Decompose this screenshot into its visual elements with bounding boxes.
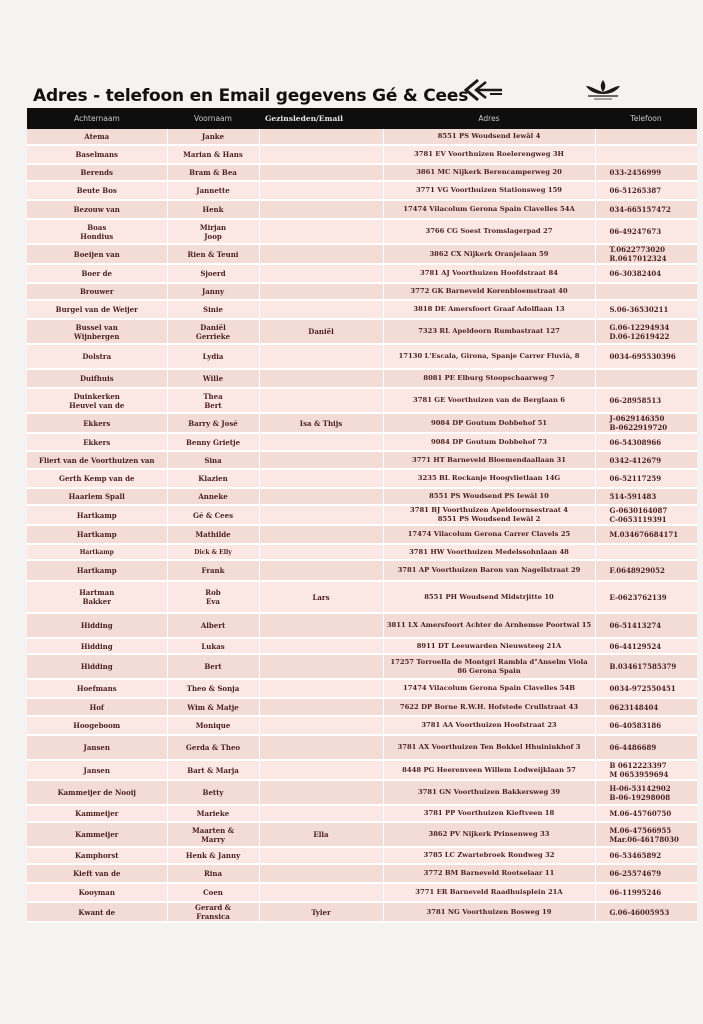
cell-adres: 3771 ER Barneveld Raadhuisplein 21A	[383, 883, 595, 902]
column-header-voornaam[interactable]: Voornaam	[167, 108, 259, 129]
cell-adres: 3781 EV Voorthuizen Roelerengweg 3H	[383, 145, 595, 164]
column-header-adres[interactable]: Adres	[383, 108, 595, 129]
cell-gezin	[259, 219, 383, 244]
table-row	[27, 638, 697, 654]
cell-voornaam: Wim & Matje	[167, 698, 259, 716]
cell-adres: 9084 DP Goutum Dobbehof 73	[383, 433, 595, 451]
cell-voornaam: Marian & Hans	[167, 145, 259, 164]
cell-achternaam: Hidding	[27, 638, 167, 654]
cell-gezin	[259, 716, 383, 735]
cell-achternaam: Brouwer	[27, 283, 167, 300]
cell-achternaam: Ekkers	[27, 413, 167, 433]
cell-voornaam: Mirjan Joop	[167, 219, 259, 244]
cell-telefoon: 0034-972550451	[595, 679, 697, 698]
cell-gezin	[259, 283, 383, 300]
cell-gezin: Tyler	[259, 902, 383, 922]
cell-telefoon: 06-11995246	[595, 883, 697, 902]
cell-voornaam: Bert	[167, 654, 259, 679]
cell-adres: 3818 DE Amersfoort Graaf Adolflaan 13	[383, 300, 595, 319]
cell-voornaam: Daniël Gerrieke	[167, 319, 259, 344]
cell-gezin	[259, 883, 383, 902]
cell-telefoon: M.06-45760750	[595, 805, 697, 822]
cell-telefoon	[595, 129, 697, 145]
table-row	[27, 300, 697, 319]
table-row	[27, 735, 697, 760]
cell-voornaam: Janke	[167, 129, 259, 145]
cell-gezin: Ella	[259, 822, 383, 847]
table-body	[27, 129, 697, 922]
cell-adres: 3781 BJ Voorthuizen Apeldoornsestraat 4 8551 PS Woudsend Iewâl 2	[383, 505, 595, 525]
table-row	[27, 780, 697, 805]
table-row	[27, 883, 697, 902]
cell-voornaam: Gerda & Theo	[167, 735, 259, 760]
cell-voornaam: Coen	[167, 883, 259, 902]
cell-telefoon: M.034676684171	[595, 525, 697, 544]
table-row	[27, 413, 697, 433]
cell-telefoon: 06-28958513	[595, 388, 697, 413]
table-row	[27, 244, 697, 264]
cell-voornaam: Marieke	[167, 805, 259, 822]
cell-achternaam: Hartkamp	[27, 505, 167, 525]
cell-achternaam: Kammeijer de Nooij	[27, 780, 167, 805]
table-row	[27, 505, 697, 525]
cell-adres: 17130 L'Escala, Girona, Spanje Carrer Fluvià, 8	[383, 344, 595, 369]
cell-gezin: Lars	[259, 581, 383, 613]
cell-adres: 3862 PV Nijkerk Prinsenweg 33	[383, 822, 595, 847]
cell-telefoon	[595, 369, 697, 388]
cell-achternaam: Jansen	[27, 735, 167, 760]
cell-voornaam: Mathilde	[167, 525, 259, 544]
cell-achternaam: Burgel van de Weijer	[27, 300, 167, 319]
cell-gezin	[259, 780, 383, 805]
cell-telefoon: 06-54308966	[595, 433, 697, 451]
cell-achternaam: Kamphorst	[27, 847, 167, 864]
cell-gezin	[259, 145, 383, 164]
table-row	[27, 469, 697, 488]
cell-achternaam: Boer de	[27, 264, 167, 283]
cell-voornaam: Bram & Bea	[167, 164, 259, 181]
table-row	[27, 679, 697, 698]
cell-gezin	[259, 244, 383, 264]
cell-voornaam: Wille	[167, 369, 259, 388]
flower-logo-icon	[580, 78, 626, 104]
cell-adres: 7323 RL Apeldoorn Rumbastraat 127	[383, 319, 595, 344]
table-row	[27, 760, 697, 780]
cell-telefoon: 514-591483	[595, 488, 697, 505]
cell-voornaam: Theo & Sonja	[167, 679, 259, 698]
cell-adres: 3772 BM Barneveld Rootselaar 11	[383, 864, 595, 883]
cell-achternaam: Baselmans	[27, 145, 167, 164]
cell-voornaam: Thea Bert	[167, 388, 259, 413]
cell-telefoon: 06-53465892	[595, 847, 697, 864]
cell-voornaam: Rob Eva	[167, 581, 259, 613]
cell-adres: 3785 LC Zwartebroek Rondweg 32	[383, 847, 595, 864]
cell-telefoon: 06-51413274	[595, 613, 697, 638]
cell-telefoon: B 0612223397 M 0653959694	[595, 760, 697, 780]
cell-voornaam: Benny Grietje	[167, 433, 259, 451]
cell-adres: 17257 Torroella de Montgri Rambla d"Anselm Viola 86 Gerona Spain	[383, 654, 595, 679]
column-header-telefoon[interactable]: Telefoon	[595, 108, 697, 129]
table-row	[27, 319, 697, 344]
cell-adres: 3781 AP Voorthuizen Baron van Nagellstraat 29	[383, 560, 595, 581]
arrow-logo-icon	[464, 78, 504, 102]
cell-telefoon: F.0648929052	[595, 560, 697, 581]
cell-voornaam: Barry & José	[167, 413, 259, 433]
cell-gezin	[259, 469, 383, 488]
cell-gezin	[259, 735, 383, 760]
cell-gezin	[259, 488, 383, 505]
cell-adres: 8551 PH Woudsend Midstrjitte 10	[383, 581, 595, 613]
table-row	[27, 581, 697, 613]
cell-telefoon: B.034617585379	[595, 654, 697, 679]
cell-gezin	[259, 525, 383, 544]
cell-gezin	[259, 433, 383, 451]
cell-telefoon: 06-40583186	[595, 716, 697, 735]
cell-telefoon: H-06-53142902 B-06-19298008	[595, 780, 697, 805]
cell-voornaam: Sjoerd	[167, 264, 259, 283]
table-row	[27, 344, 697, 369]
cell-achternaam: Boas Hondius	[27, 219, 167, 244]
cell-adres: 3766 CG Soest Tromslagerpad 27	[383, 219, 595, 244]
cell-voornaam: Lydia	[167, 344, 259, 369]
cell-achternaam: Kammeijer	[27, 822, 167, 847]
cell-adres: 3781 NG Voorthuizen Bosweg 19	[383, 902, 595, 922]
cell-voornaam: Rina	[167, 864, 259, 883]
table-row	[27, 654, 697, 679]
cell-achternaam: Kammeijer	[27, 805, 167, 822]
cell-telefoon: 06-4486689	[595, 735, 697, 760]
cell-adres: 3772 GK Barneveld Korenbloemstraat 40	[383, 283, 595, 300]
table-row	[27, 716, 697, 735]
cell-achternaam: Hidding	[27, 613, 167, 638]
cell-gezin: Isa & Thijs	[259, 413, 383, 433]
column-header-gezinsleden[interactable]: Gezinsleden/Email	[259, 108, 383, 129]
cell-adres: 3862 CX Nijkerk Oranjelaan 59	[383, 244, 595, 264]
cell-telefoon: 06-44129524	[595, 638, 697, 654]
cell-telefoon: G.06-12294934 D.06-12619422	[595, 319, 697, 344]
cell-adres: 3781 GN Voorthuizen Bakkersweg 39	[383, 780, 595, 805]
cell-achternaam: Hof	[27, 698, 167, 716]
cell-achternaam: Jansen	[27, 760, 167, 780]
cell-gezin	[259, 300, 383, 319]
cell-gezin	[259, 505, 383, 525]
cell-telefoon: T.0622773020 R.0617012324	[595, 244, 697, 264]
cell-adres: 3811 LX Amersfoort Achter de Arnhemse Poortwal 15	[383, 613, 595, 638]
cell-telefoon: G-0630164087 C-0653119391	[595, 505, 697, 525]
cell-achternaam: Gerth Kemp van de	[27, 469, 167, 488]
table-row	[27, 369, 697, 388]
cell-adres: 3861 MC Nijkerk Berencamperweg 20	[383, 164, 595, 181]
cell-voornaam: Betty	[167, 780, 259, 805]
cell-telefoon: 033-2456999	[595, 164, 697, 181]
table-row	[27, 451, 697, 469]
cell-gezin	[259, 638, 383, 654]
table-row	[27, 544, 697, 560]
cell-voornaam: Albert	[167, 613, 259, 638]
cell-adres: 17474 Vilacolum Gerona Carrer Clavels 25	[383, 525, 595, 544]
table-row	[27, 219, 697, 244]
table-row	[27, 902, 697, 922]
cell-achternaam: Bezouw van	[27, 200, 167, 219]
cell-gezin	[259, 264, 383, 283]
cell-gezin	[259, 760, 383, 780]
cell-achternaam: Hartman Bakker	[27, 581, 167, 613]
cell-adres: 8081 PE Elburg Stoopschaarweg 7	[383, 369, 595, 388]
cell-achternaam: Kooyman	[27, 883, 167, 902]
cell-gezin	[259, 847, 383, 864]
cell-achternaam: Kieft van de	[27, 864, 167, 883]
table-row	[27, 805, 697, 822]
cell-telefoon: 0034-695530396	[595, 344, 697, 369]
table-row	[27, 164, 697, 181]
cell-adres: 8448 PG Heerenveen Willem Lodweijklaan 57	[383, 760, 595, 780]
cell-achternaam: Ekkers	[27, 433, 167, 451]
cell-adres: 3781 AX Voorthuizen Ten Bokkel Hhuininkhof 3	[383, 735, 595, 760]
cell-achternaam: Beute Bos	[27, 181, 167, 200]
cell-gezin	[259, 164, 383, 181]
table-row	[27, 200, 697, 219]
cell-achternaam: Hoefmans	[27, 679, 167, 698]
cell-gezin	[259, 544, 383, 560]
cell-telefoon: 034-665157472	[595, 200, 697, 219]
cell-telefoon: M.06-47566955 Mar.06-46178030	[595, 822, 697, 847]
table-row	[27, 560, 697, 581]
cell-telefoon: 06-25574679	[595, 864, 697, 883]
column-header-achternaam[interactable]: Achternaam	[27, 108, 167, 129]
cell-adres: 3771 VG Voorthuizen Stationsweg 159	[383, 181, 595, 200]
cell-gezin: Daniël	[259, 319, 383, 344]
table-header-row	[27, 108, 697, 129]
cell-gezin	[259, 344, 383, 369]
cell-telefoon: 06-51265387	[595, 181, 697, 200]
cell-gezin	[259, 679, 383, 698]
cell-adres: 3781 AA Voorthuizen Hoofstraat 23	[383, 716, 595, 735]
cell-gezin	[259, 451, 383, 469]
cell-voornaam: Lukas	[167, 638, 259, 654]
cell-achternaam: Atema	[27, 129, 167, 145]
cell-adres: 3235 BL Rockanje Hoogvlietlaan 14G	[383, 469, 595, 488]
cell-achternaam: Boeijen van	[27, 244, 167, 264]
cell-adres: 3781 GE Voorthuizen van de Berglaan 6	[383, 388, 595, 413]
cell-telefoon: 0623148404	[595, 698, 697, 716]
table-row	[27, 488, 697, 505]
cell-adres: 7622 DP Borne R.W.H. Hofstede Crullstraat 43	[383, 698, 595, 716]
cell-voornaam: Janny	[167, 283, 259, 300]
cell-voornaam: Klazien	[167, 469, 259, 488]
cell-adres: 8911 DT Leeuwarden Nieuwsteeg 21A	[383, 638, 595, 654]
table-row	[27, 433, 697, 451]
cell-gezin	[259, 129, 383, 145]
cell-gezin	[259, 613, 383, 638]
cell-gezin	[259, 805, 383, 822]
cell-achternaam: Berends	[27, 164, 167, 181]
cell-adres: 3781 PP Voorthuizen Kieftveen 18	[383, 805, 595, 822]
cell-voornaam: Frank	[167, 560, 259, 581]
cell-gezin	[259, 560, 383, 581]
cell-achternaam: Hoogeboom	[27, 716, 167, 735]
table-row	[27, 864, 697, 883]
table-row	[27, 822, 697, 847]
page-title: Adres - telefoon en Email gegevens Gé & Cees	[33, 86, 469, 106]
cell-achternaam: Hartkamp	[27, 544, 167, 560]
cell-telefoon: 06-52117259	[595, 469, 697, 488]
cell-adres: 3781 AJ Voorthuizen Hoofdstraat 84	[383, 264, 595, 283]
cell-gezin	[259, 200, 383, 219]
cell-voornaam: Jannette	[167, 181, 259, 200]
table-row	[27, 181, 697, 200]
cell-achternaam: Duinkerken Heuvel van de	[27, 388, 167, 413]
cell-telefoon: G.06-46005953	[595, 902, 697, 922]
cell-adres: 8551 PS Woudsend Iewâl 4	[383, 129, 595, 145]
cell-telefoon	[595, 145, 697, 164]
table-row	[27, 525, 697, 544]
cell-voornaam: Monique	[167, 716, 259, 735]
table-row	[27, 388, 697, 413]
table-row	[27, 129, 697, 145]
cell-voornaam: Dick & Elly	[167, 544, 259, 560]
table-row	[27, 283, 697, 300]
cell-gezin	[259, 369, 383, 388]
cell-adres: 17474 Vilacolum Gerona Spain Clavelles 54B	[383, 679, 595, 698]
cell-voornaam: Henk & Janny	[167, 847, 259, 864]
cell-voornaam: Sinie	[167, 300, 259, 319]
cell-achternaam: Hartkamp	[27, 525, 167, 544]
cell-achternaam: Hartkamp	[27, 560, 167, 581]
cell-gezin	[259, 388, 383, 413]
address-table	[27, 108, 697, 923]
cell-adres: 8551 PS Woudsend PS Iewâl 10	[383, 488, 595, 505]
cell-voornaam: Rien & Teuni	[167, 244, 259, 264]
cell-achternaam: Haarlem Spall	[27, 488, 167, 505]
cell-achternaam: Duifhuis	[27, 369, 167, 388]
cell-achternaam: Kwant de	[27, 902, 167, 922]
cell-telefoon: 06-30382404	[595, 264, 697, 283]
cell-telefoon	[595, 544, 697, 560]
cell-achternaam: Bussel van Wijnbergen	[27, 319, 167, 344]
cell-achternaam: Hidding	[27, 654, 167, 679]
cell-telefoon: S.06-36530211	[595, 300, 697, 319]
cell-adres: 17474 Vilacolum Gerona Spain Clavelles 54A	[383, 200, 595, 219]
cell-voornaam: Gé & Cees	[167, 505, 259, 525]
cell-voornaam: Maarten & Marry	[167, 822, 259, 847]
cell-adres: 3771 HT Barneveld Bloemendaallaan 31	[383, 451, 595, 469]
cell-telefoon: 0342-412679	[595, 451, 697, 469]
table-row	[27, 847, 697, 864]
cell-gezin	[259, 698, 383, 716]
cell-voornaam: Bart & Marja	[167, 760, 259, 780]
cell-voornaam: Gerard & Fransica	[167, 902, 259, 922]
cell-achternaam: Dolstra	[27, 344, 167, 369]
address-table-container	[27, 108, 697, 923]
table-row	[27, 613, 697, 638]
table-row	[27, 145, 697, 164]
cell-telefoon	[595, 283, 697, 300]
cell-voornaam: Henk	[167, 200, 259, 219]
cell-gezin	[259, 864, 383, 883]
cell-adres: 3781 HW Voorthuizen Medelssohnlaan 48	[383, 544, 595, 560]
cell-achternaam: Fliert van de Voorthuizen van	[27, 451, 167, 469]
cell-voornaam: Sina	[167, 451, 259, 469]
cell-voornaam: Anneke	[167, 488, 259, 505]
table-row	[27, 264, 697, 283]
cell-gezin	[259, 654, 383, 679]
cell-telefoon: J-0629146350 B-0622919720	[595, 413, 697, 433]
table-row	[27, 698, 697, 716]
cell-gezin	[259, 181, 383, 200]
cell-telefoon: E-0623762139	[595, 581, 697, 613]
cell-adres: 9084 DP Goutum Dobbehof 51	[383, 413, 595, 433]
cell-telefoon: 06-49247673	[595, 219, 697, 244]
